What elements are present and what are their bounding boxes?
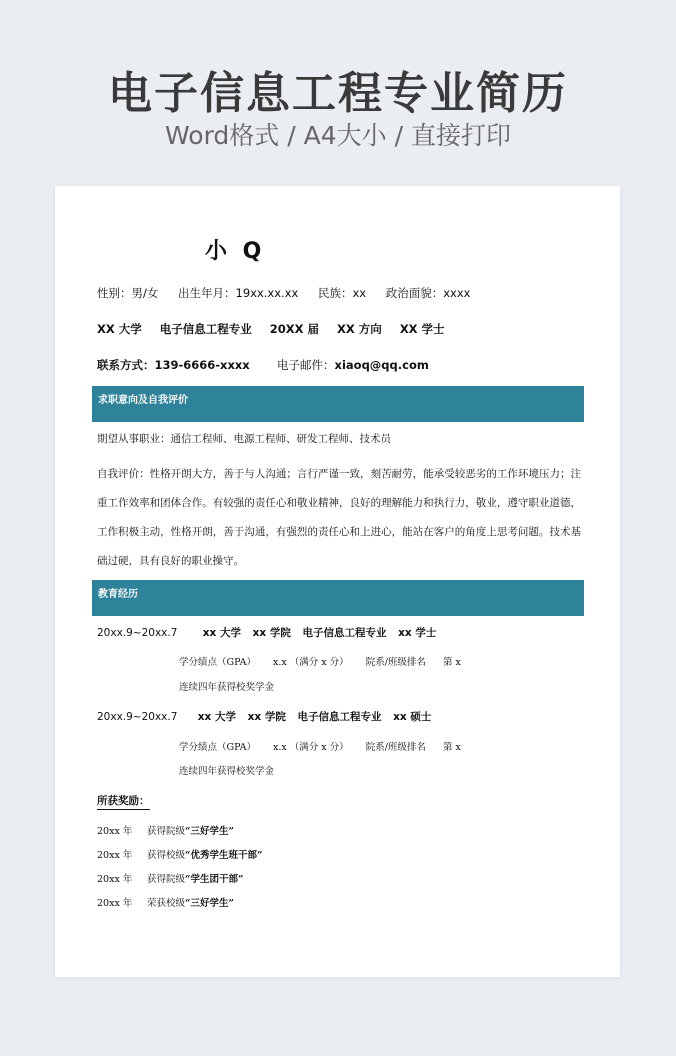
email-value: xiaoq@qq.com xyxy=(334,358,429,372)
education-note: 连续四年获得校奖学金 xyxy=(179,682,275,693)
personal-info xyxy=(97,285,486,301)
major: 电子信息工程专业 xyxy=(159,322,252,336)
rank-value: 第 x xyxy=(442,742,461,753)
education-major: 电子信息工程专业 xyxy=(302,627,387,639)
education-school: xx 大学 xyxy=(202,627,241,639)
resume-sheet xyxy=(55,186,620,977)
rank-value: 第 x xyxy=(442,657,461,668)
award-title: “三好学生” xyxy=(185,898,234,909)
birth-date: 出生年月：19xx.xx.xx xyxy=(178,286,299,300)
award-year: 20xx 年 xyxy=(97,898,133,909)
education-gpa xyxy=(179,739,475,753)
gpa-value: x.x （满分 x 分） xyxy=(273,657,349,668)
rank-label: 院系/班级排名 xyxy=(365,657,426,668)
award-prefix: 获得院级 xyxy=(147,826,186,837)
award-prefix: 获得校级 xyxy=(147,850,186,861)
award-year: 20xx 年 xyxy=(97,826,133,837)
section-education-header: 教育经历 xyxy=(92,580,584,616)
education-period: 20xx.9~20xx.7 xyxy=(97,711,178,723)
education-summary xyxy=(97,321,459,337)
education-gpa xyxy=(179,654,475,668)
award-prefix: 荣获校级 xyxy=(147,898,186,909)
contact-info xyxy=(97,357,429,373)
banner-subtitle: Word格式 / A4大小 / 直接打印 xyxy=(165,121,511,150)
resume-name: 小 Q xyxy=(205,239,266,264)
education-degree: xx 硕士 xyxy=(393,711,432,723)
education-entry xyxy=(97,709,439,724)
graduation-year: 20XX 届 xyxy=(269,322,320,336)
political-status: 政治面貌：xxxx xyxy=(385,286,471,300)
phone: 联系方式：139-6666-xxxx xyxy=(97,358,250,372)
education-college: xx 学院 xyxy=(252,627,291,639)
award-title: “三好学生” xyxy=(185,826,234,837)
award-year: 20xx 年 xyxy=(97,850,133,861)
award-item xyxy=(97,895,234,909)
education-entry xyxy=(97,625,444,640)
self-evaluation: 自我评价：性格开朗大方，善于与人沟通；言行严谨一致，刻苦耐劳，能承受较恶劣的工作环境压力；注重工作效率和团体合作。有较强的责任心和敬业精神，良好的理解能力和执行力，敬业，遵守职业道德，工作积极主动，性格开朗，善于沟通，有强烈的责任心和上进心，能站在客户的角度上思考问题。技术基础过硬，具有良好的职业操守。 xyxy=(97,468,581,567)
section-job-intent-header: 求职意向及自我评价 xyxy=(92,386,584,422)
direction: XX 方向 xyxy=(337,322,382,336)
award-item xyxy=(97,823,234,837)
education-major: 电子信息工程专业 xyxy=(297,711,382,723)
education-note: 连续四年获得校奖学金 xyxy=(179,766,275,777)
school: XX 大学 xyxy=(97,322,142,336)
banner-title: 电子信息工程专业简历 xyxy=(108,68,568,119)
award-item xyxy=(97,847,262,861)
ethnicity: 民族：xx xyxy=(317,286,367,300)
gender: 性别：男/女 xyxy=(97,286,159,300)
award-title: “学生团干部” xyxy=(185,874,244,885)
education-degree: xx 学士 xyxy=(398,627,437,639)
education-college: xx 学院 xyxy=(247,711,286,723)
award-prefix: 获得院级 xyxy=(147,874,186,885)
job-intent: 期望从事职业：通信工程师、电源工程师、研发工程师、技术员 xyxy=(97,433,391,445)
education-school: xx 大学 xyxy=(197,711,236,723)
email-label: 电子邮件： xyxy=(277,358,335,372)
degree: XX 学士 xyxy=(399,322,445,336)
education-period: 20xx.9~20xx.7 xyxy=(97,627,178,639)
award-item xyxy=(97,871,243,885)
gpa-label: 学分绩点（GPA） xyxy=(179,742,256,753)
gpa-value: x.x （满分 x 分） xyxy=(273,742,349,753)
award-year: 20xx 年 xyxy=(97,874,133,885)
rank-label: 院系/班级排名 xyxy=(365,742,426,753)
award-title: “优秀学生班干部” xyxy=(185,850,263,861)
gpa-label: 学分绩点（GPA） xyxy=(179,657,256,668)
awards-title: 所获奖励： xyxy=(97,793,150,810)
